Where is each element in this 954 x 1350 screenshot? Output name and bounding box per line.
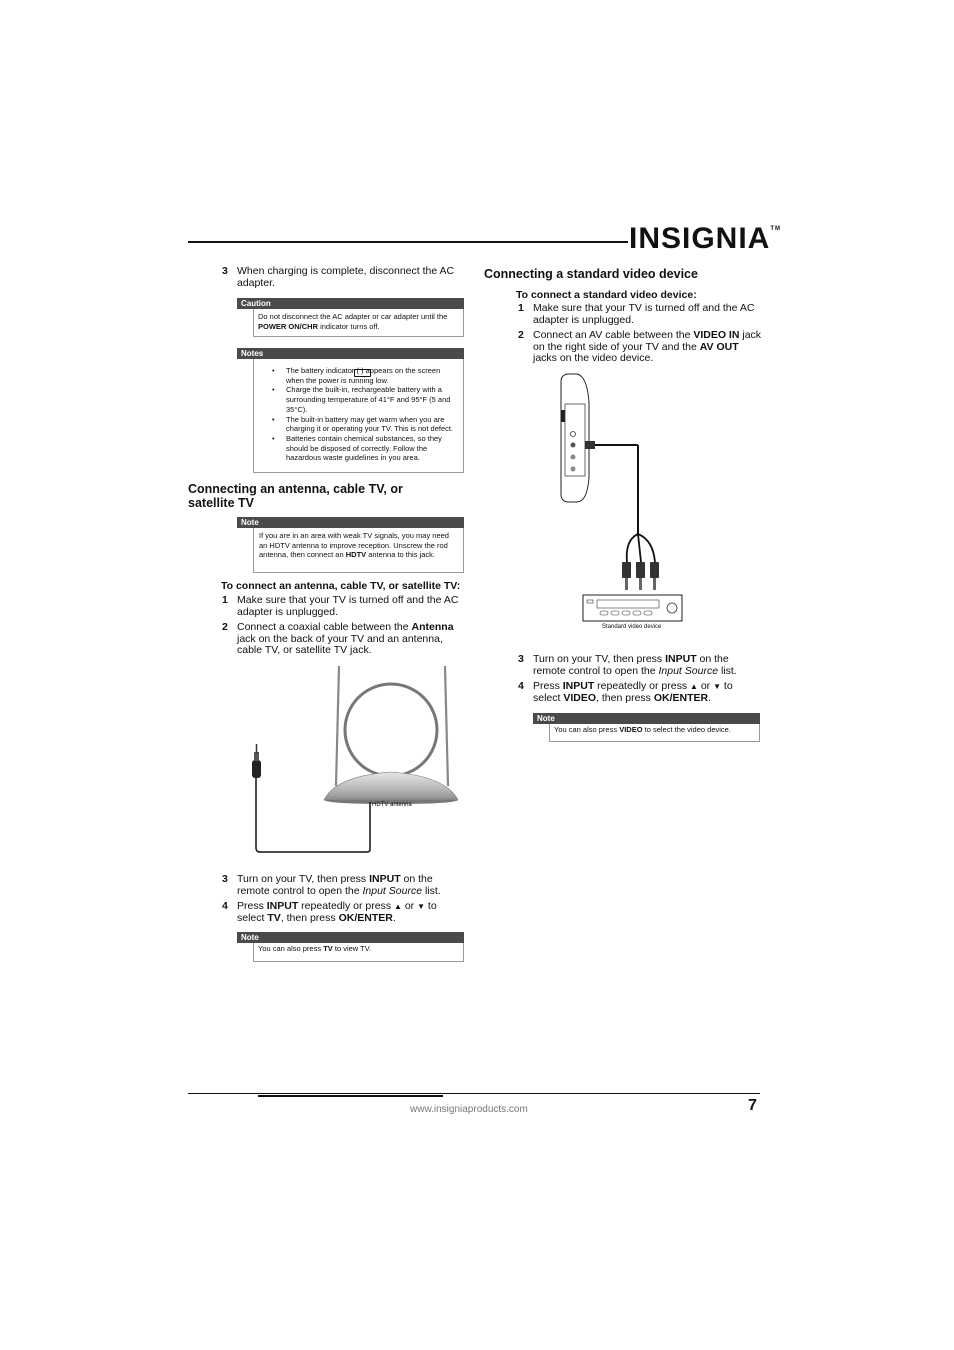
antenna-base	[324, 772, 458, 800]
left-rod	[336, 666, 339, 786]
note-item: • The battery indicator ( ) appears on the screen when the power is running low.	[272, 366, 455, 385]
battery-icon	[354, 369, 371, 377]
footer-rule	[188, 1093, 760, 1094]
section-title-antenna: Connecting an antenna, cable TV, or satellite TV	[188, 482, 403, 510]
note-text: You can also press TV to view TV.	[258, 944, 372, 953]
up-arrow-icon: ▲	[393, 902, 402, 911]
caution-text: Do not disconnect the AC adapter or car adapter until the POWER ON/CHR indicator turns off.	[258, 312, 448, 331]
step-4-antenna: 4 Press INPUT repeatedly or press ▲ or ▼ to select TV, then press OK/ENTER.	[222, 900, 437, 924]
step-3-video: 3 Turn on your TV, then press INPUT on the remote control to open the Input Source list.	[518, 653, 737, 677]
loop-element	[345, 684, 437, 776]
video-connection-illustration	[555, 372, 690, 634]
note-title: Note	[533, 713, 760, 724]
footer-url: www.insigniaproducts.com	[410, 1104, 528, 1115]
step-2-video: 2 Connect an AV cable between the VIDEO IN jack on the right side of your TV and the AV OUT jacks on the video device.	[518, 329, 762, 364]
section-title-video: Connecting a standard video device	[484, 267, 698, 281]
note-text: You can also press VIDEO to select the video device.	[554, 725, 731, 734]
note-box-antenna	[237, 517, 464, 573]
procedure-title-video: To connect a standard video device:	[516, 289, 697, 301]
step-4-video: 4 Press INPUT repeatedly or press ▲ or ▼ to select VIDEO, then press OK/ENTER.	[518, 680, 733, 704]
down-arrow-icon: ▼	[417, 902, 425, 911]
note-item: • Charge the built-in, rechargeable battery with a surrounding temperature of 41°F and 95°F (5 and 35°C).	[272, 385, 455, 414]
header-rule	[188, 241, 628, 243]
page-number: 7	[748, 1097, 757, 1114]
note-title: Note	[237, 517, 464, 528]
note-item: • The built-in battery may get warm when you are charging it or operating your TV. This is not defect.	[272, 415, 455, 434]
step-3-charging: 3 When charging is complete, disconnect the AC adapter.	[222, 265, 455, 289]
insignia-logo: INSIGNIA™	[629, 222, 782, 255]
step-1-antenna: 1 Make sure that your TV is turned off and the AC adapter is unplugged.	[222, 594, 459, 618]
note-item: • Batteries contain chemical substances, so they should be disposed of correctly. Follow the hazardous waste guidelines in you area.	[272, 434, 455, 463]
hdtv-antenna-illustration	[236, 664, 468, 859]
procedure-title-antenna: To connect an antenna, cable TV, or satellite TV:	[221, 580, 461, 592]
note-box-video	[533, 713, 760, 742]
note-box-tv	[237, 932, 464, 962]
note-text: If you are in an area with weak TV signals, you may need an HDTV antenna to improve reception. Unscrew the rod antenna, then connect an HDTV antenna to this jack.	[259, 531, 449, 560]
rca-plug-left	[622, 562, 631, 578]
step-2-antenna: 2 Connect a coaxial cable between the Antenna jack on the back of your TV and an antenna, cable TV, or satellite TV jack.	[222, 621, 454, 656]
caution-box	[237, 298, 464, 337]
step-1-video: 1 Make sure that your TV is turned off and the AC adapter is unplugged.	[518, 302, 755, 326]
down-arrow-icon: ▼	[713, 682, 721, 691]
coax-connector	[252, 760, 261, 778]
rca-plug-middle	[636, 562, 645, 578]
rca-plug-right	[650, 562, 659, 578]
caution-title: Caution	[237, 298, 464, 309]
footer-rule-accent	[258, 1095, 443, 1097]
notes-title: Notes	[237, 348, 464, 359]
device-caption: Standard video device	[602, 624, 662, 630]
antenna-caption: HDTV antenna	[372, 802, 412, 808]
up-arrow-icon: ▲	[689, 682, 698, 691]
step-3-antenna: 3 Turn on your TV, then press INPUT on the remote control to open the Input Source list.	[222, 873, 441, 897]
av-plug	[585, 441, 595, 449]
notes-box	[237, 348, 464, 473]
right-rod	[445, 666, 448, 786]
note-title: Note	[237, 932, 464, 943]
